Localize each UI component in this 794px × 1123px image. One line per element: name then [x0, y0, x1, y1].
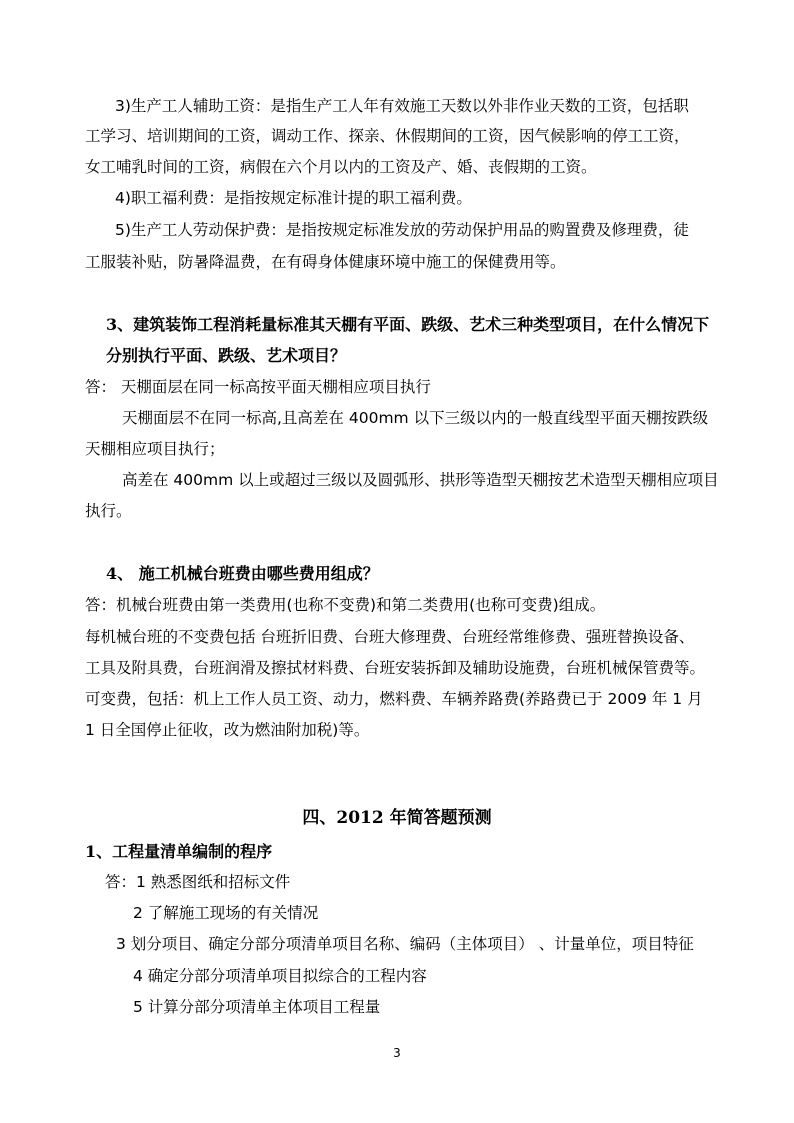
answer-line: 答： 天棚面层在同一标高按平面天棚相应项目执行 — [85, 378, 431, 396]
paragraph-line: 工服装补贴，防暑降温费，在有碍身体健康环境中施工的保健费用等。 — [85, 253, 566, 271]
section-title: 四、2012 年简答题预测 — [302, 808, 492, 828]
question-heading: 1、工程量清单编制的程序 — [85, 842, 273, 861]
list-item: 2 了解施工现场的有关情况 — [133, 904, 319, 922]
answer-line: 高差在 400mm 以上或超过三级以及圆弧形、拱形等造型天棚按艺术造型天棚相应项目 — [122, 471, 719, 489]
paragraph-line: 5)生产工人劳动保护费：是指按规定标准发放的劳动保护用品的购置费及修理费，徒 — [115, 221, 689, 239]
list-item: 4 确定分部分项清单项目拟综合的工程内容 — [133, 967, 427, 985]
answer-line: 执行。 — [85, 502, 132, 520]
list-item: 5 计算分部分项清单主体项目工程量 — [133, 998, 381, 1016]
answer-line: 1 日全国停止征收，改为燃油附加税)等。 — [85, 721, 370, 739]
question-heading: 分别执行平面、跌级、艺术项目？ — [106, 346, 347, 365]
answer-line: 天棚相应项目执行； — [85, 440, 225, 458]
answer-line: 每机械台班的不变费包括 台班折旧费、台班大修理费、台班经常维修费、强班替换设备、 — [85, 628, 695, 646]
paragraph-line: 4)职工福利费：是指按规定标准计提的职工福利费。 — [115, 189, 472, 207]
list-item: 3 划分项目、确定分部分项清单项目名称、编码（主体项目） 、计量单位，项目特征 — [116, 935, 694, 953]
answer-line: 工具及附具费，台班润滑及擦拭材料费、台班安装拆卸及辅助设施费，台班机械保管费等。 — [85, 659, 706, 677]
paragraph-line: 女工哺乳时间的工资，病假在六个月以内的工资及产、婚、丧假期的工资。 — [85, 158, 597, 176]
page-number: 3 — [393, 1046, 401, 1060]
answer-line: 天棚面层不在同一标高,且高差在 400mm 以下三级以内的一般直线型平面天棚按跌级 — [122, 409, 709, 427]
answer-line: 可变费，包括：机上工作人员工资、动力，燃料费、车辆养路费(养路费已于 2009 年 1 月 — [85, 690, 703, 708]
paragraph-line: 3)生产工人辅助工资：是指生产工人年有效施工天数以外非作业天数的工资，包括职 — [115, 97, 689, 115]
question-heading: 4、 施工机械台班费由哪些费用组成？ — [106, 564, 379, 583]
question-heading: 3、建筑装饰工程消耗量标准其天棚有平面、跌级、艺术三种类型项目，在什么情况下 — [106, 315, 710, 334]
paragraph-line: 工学习、培训期间的工资，调动工作、探亲、休假期间的工资，因气候影响的停工工资， — [85, 127, 690, 145]
list-item: 答：1 熟悉图纸和招标文件 — [105, 873, 291, 891]
answer-line: 答：机械台班费由第一类费用(也称不变费)和第二类费用(也称可变费)组成。 — [85, 596, 606, 614]
